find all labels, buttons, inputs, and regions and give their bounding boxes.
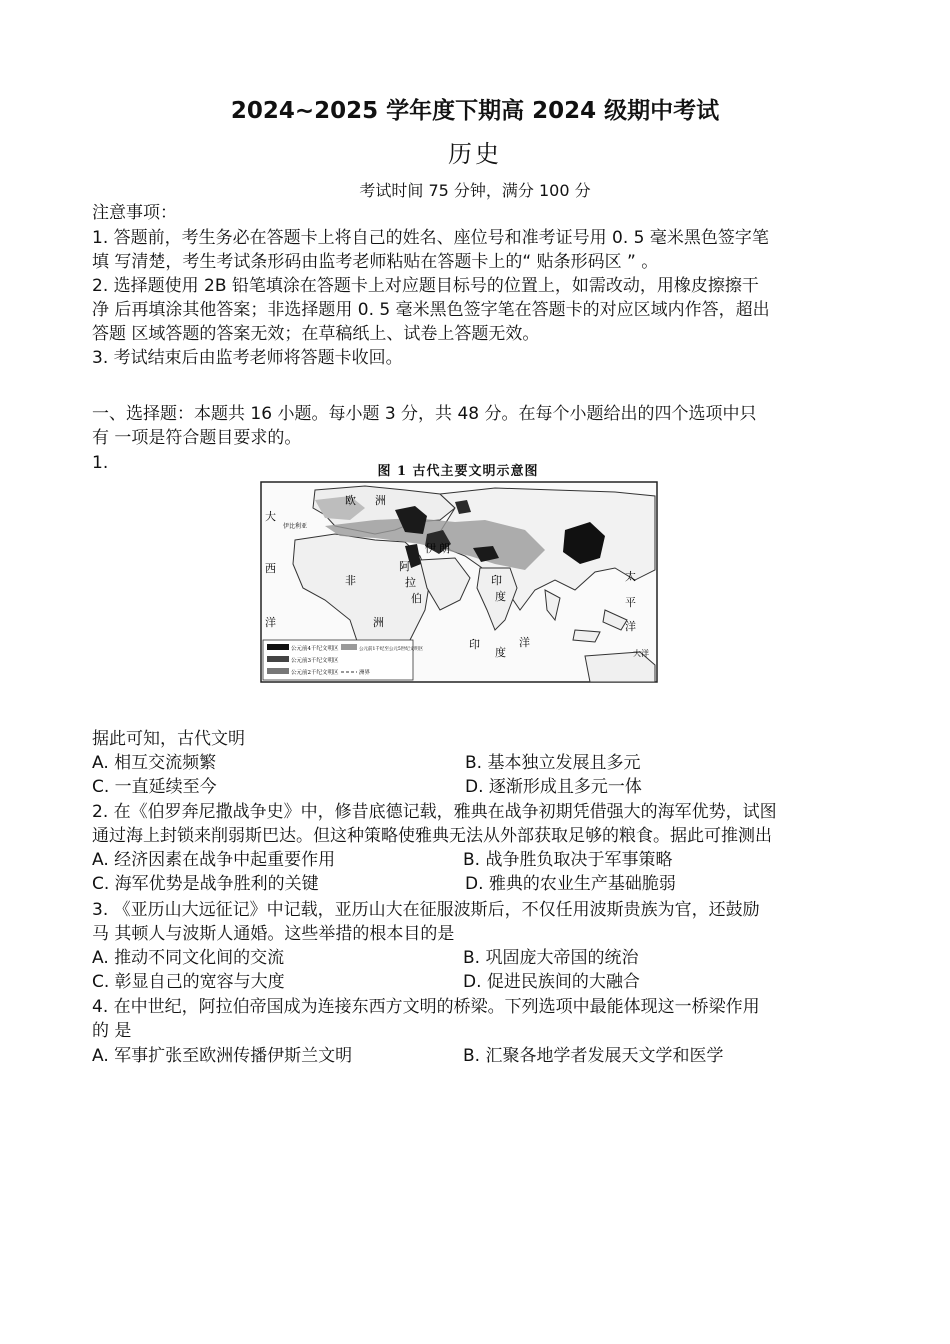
map-label: 朗 — [439, 542, 450, 555]
notes-line: 3. 考试结束后由监考老师将答题卡收回。 — [92, 348, 403, 368]
question-1-stem: 据此可知，古代文明 — [92, 729, 245, 749]
section-heading: 一、选择题：本题共 16 小题。每小题 3 分，共 48 分。在每个小题给出的四个选项中只 — [92, 404, 757, 424]
civilization-map-figure — [255, 460, 661, 688]
legend-swatch — [341, 644, 357, 650]
question-2-option-d[interactable]: D. 雅典的农业生产基础脆弱 — [465, 874, 676, 894]
map-label: 大洋 — [633, 649, 649, 658]
map-label: 洋 — [625, 620, 636, 633]
map-label: 伊 — [425, 542, 436, 555]
map-label: 非 — [345, 574, 356, 587]
question-4-stem-cont: 的 是 — [92, 1021, 132, 1041]
question-3-option-d[interactable]: D. 促进民族间的大融合 — [463, 972, 640, 992]
legend-swatch — [267, 656, 289, 662]
question-4-option-b[interactable]: B. 汇聚各地学者发展天文学和医学 — [463, 1046, 724, 1066]
map-label: 欧 — [345, 494, 356, 507]
map-label: 洲 — [375, 494, 386, 507]
question-2-option-b[interactable]: B. 战争胜负取决于军事策略 — [463, 850, 673, 870]
map-label: 度 — [495, 590, 506, 603]
legend-label: 洲界 — [359, 670, 371, 676]
question-3-stem-cont: 马 其顿人与波斯人通婚。这些举措的根本目的是 — [92, 924, 455, 944]
subject-title: 历史 — [448, 140, 502, 168]
question-2-stem-cont: 通过海上封锁来削弱斯巴达。但这种策略使雅典无法从外部获取足够的粮食。据此可推测出 — [92, 826, 772, 846]
question-1-number: 1. — [92, 453, 109, 473]
notes-line: 2. 选择题使用 2B 铅笔填涂在答题卡上对应题目标号的位置上，如需改动，用橡皮擦擦干 — [92, 276, 759, 296]
legend-label: 公元前2千纪文明区 — [291, 670, 339, 676]
island — [573, 630, 600, 642]
map-label: 伊比利亚 — [283, 523, 308, 530]
section-heading-cont: 有 一项是符合题目要求的。 — [92, 428, 302, 448]
map-label: 洋 — [265, 616, 276, 629]
map-label: 伯 — [411, 592, 422, 605]
map-label: 阿 — [399, 560, 410, 573]
question-3-option-c[interactable]: C. 彰显自己的宽容与大度 — [92, 972, 285, 992]
question-1-option-a[interactable]: A. 相互交流频繁 — [92, 753, 217, 773]
map-label: 洋 — [519, 636, 530, 649]
map-label: 西 — [265, 562, 276, 575]
legend-label: 公元前3千纪文明区 — [291, 658, 339, 664]
exam-info: 考试时间 75 分钟，满分 100 分 — [359, 181, 591, 200]
question-1-option-d[interactable]: D. 逐渐形成且多元一体 — [465, 777, 642, 797]
question-3-stem: 3. 《亚历山大远征记》中记载，亚历山大在征服波斯后，不仅任用波斯贵族为官，还鼓励 — [92, 900, 760, 920]
map-label: 印 — [469, 638, 480, 651]
question-4-option-a[interactable]: A. 军事扩张至欧洲传播伊斯兰文明 — [92, 1046, 353, 1066]
question-3-option-b[interactable]: B. 巩固庞大帝国的统治 — [463, 948, 639, 968]
notes-line: 1. 答题前，考生务必在答题卡上将自己的姓名、座位号和准考证号用 0. 5 毫米黑色签字笔 — [92, 228, 769, 248]
map-label: 拉 — [405, 576, 416, 589]
map-label: 洲 — [373, 616, 384, 629]
legend-label: 公元前4千纪文明区 — [291, 646, 339, 652]
question-2-stem: 2. 在《伯罗奔尼撒战争史》中，修昔底德记载，雅典在战争初期凭借强大的海军优势，试图 — [92, 802, 777, 822]
map-label: 印 — [491, 574, 502, 587]
question-1-option-b[interactable]: B. 基本独立发展且多元 — [465, 753, 641, 773]
question-2-option-c[interactable]: C. 海军优势是战争胜利的关键 — [92, 874, 319, 894]
notes-line: 填 写清楚，考生考试条形码由监考老师粘贴在答题卡上的“ 贴条形码区 ” 。 — [92, 252, 659, 272]
legend-swatch — [267, 644, 289, 650]
map-label: 平 — [625, 596, 636, 609]
notes-line: 答题 区域答题的答案无效；在草稿纸上、试卷上答题无效。 — [92, 324, 540, 344]
question-4-stem: 4. 在中世纪，阿拉伯帝国成为连接东西方文明的桥梁。下列选项中最能体现这一桥梁作用 — [92, 997, 760, 1017]
map-label: 太 — [625, 570, 636, 583]
question-3-option-a[interactable]: A. 推动不同文化间的交流 — [92, 948, 285, 968]
question-1-option-c[interactable]: C. 一直延续至今 — [92, 777, 217, 797]
map-label: 度 — [495, 646, 506, 659]
notes-heading: 注意事项： — [92, 203, 177, 223]
map-label: 大 — [265, 510, 276, 523]
question-2-option-a[interactable]: A. 经济因素在战争中起重要作用 — [92, 850, 336, 870]
legend-label: 公元前1千纪至公元5世纪文明区 — [359, 647, 424, 652]
notes-line: 净 后再填涂其他答案；非选择题用 0. 5 毫米黑色签字笔在答题卡的对应区域内作答，超出 — [92, 300, 770, 320]
exam-title: 2024~2025 学年度下期高 2024 级期中考试 — [230, 98, 720, 124]
map-caption: 图 1 古代主要文明示意图 — [377, 464, 539, 479]
legend-swatch — [267, 668, 289, 674]
civilization-map — [255, 460, 661, 688]
